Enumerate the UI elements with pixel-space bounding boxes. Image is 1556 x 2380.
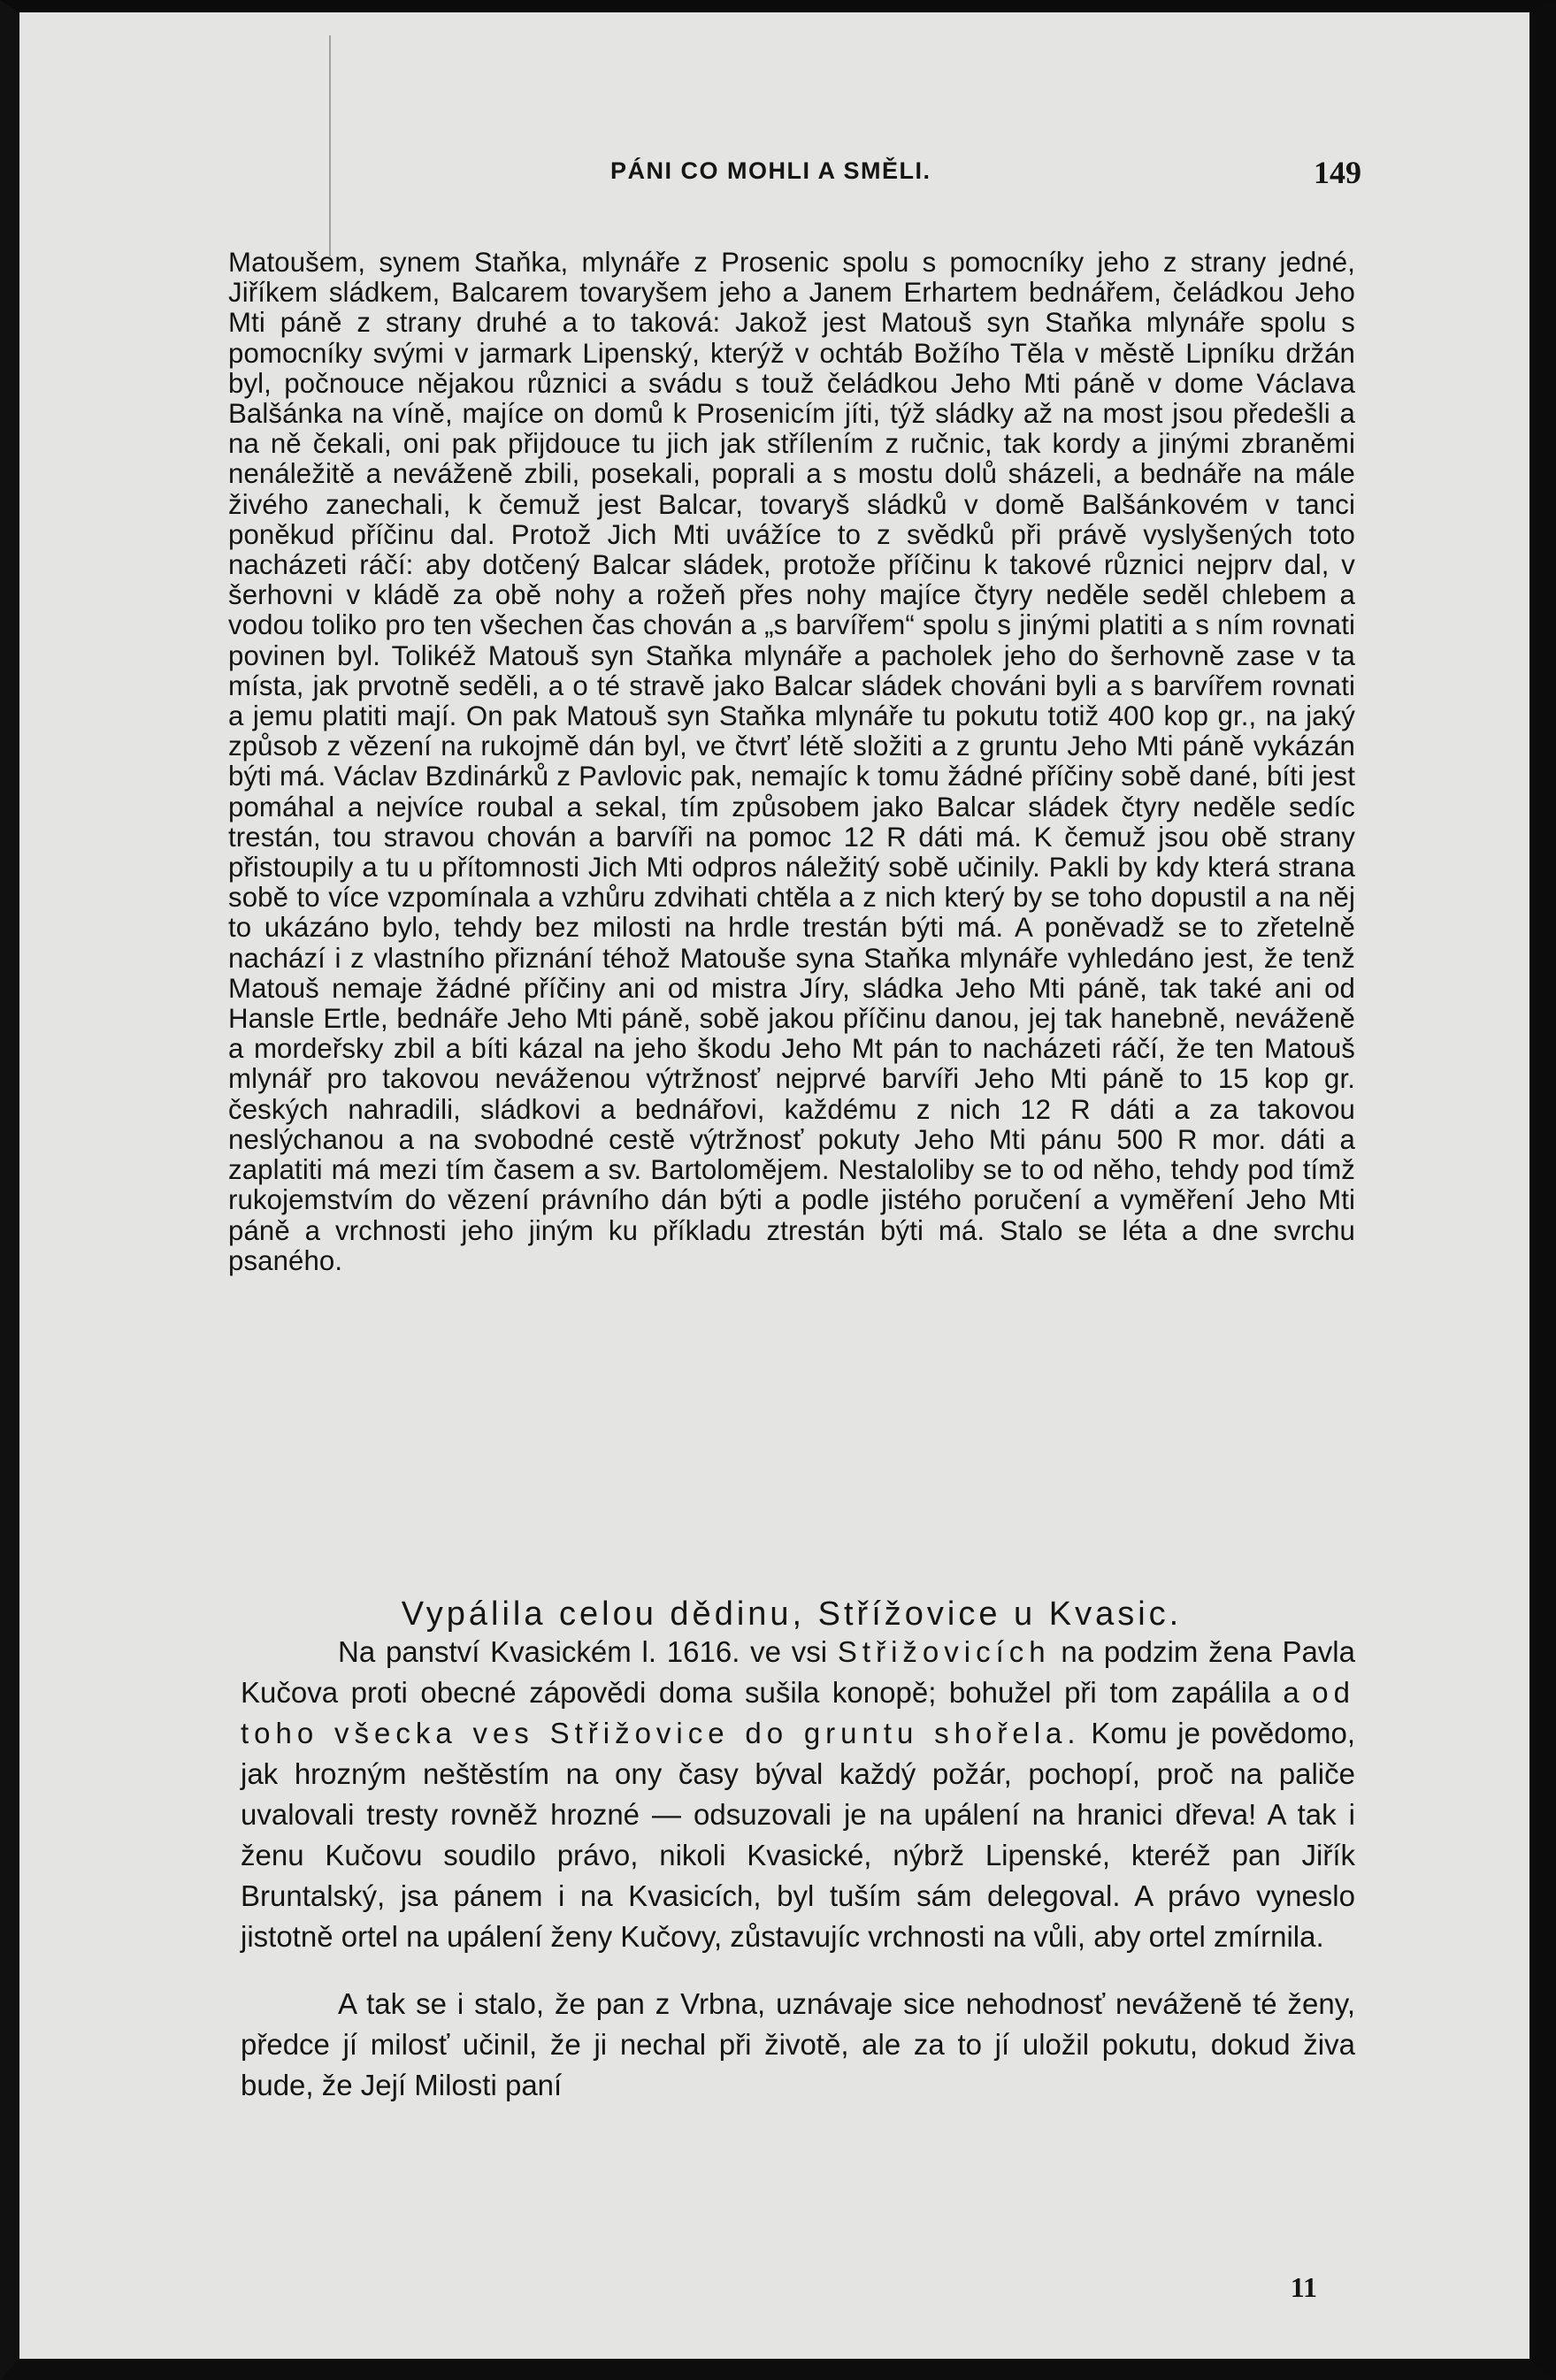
printer-signature-mark: 11	[1290, 2271, 1317, 2303]
page-header	[239, 157, 1361, 196]
verdict-paragraph: Matoušem, synem Staňka, mlynáře z Prosenic spolu s pomocníky jeho z strany jedné, Jiříkem sládkem, Balcarem tovaryšem jeho a Janem Erhartem bednářem, čeládkou Jeho Mti páně z strany druhé a to taková: Jakož jest Matouš syn Staňka mlynáře spolu s pomocníky svými v jarmark Lipenský, kterýž v ochtáb Božího Těla v městě Lipníku držán byl, počnouce nějakou různici a svádu s touž čeládkou Jeho Mti páně v dome Václava Balšánka na víně, majíce on domů k Prosenicím jíti, týž sládky až na most jsou předešli a na ně čekali, oni pak přijdouce tu jich jak střílením z ručnic, tak kordy a jinými zbraněmi nenáležitě a neváženě zbili, posekali, poprali a s mostu dolů sházeli, a bednáře na mále živého zanechali, k čemuž jest Balcar, tovaryš sládků v domě Balšánkovém v tanci poněkud příčinu dal. Protož Jich Mti uvážíce to z svědků při právě vyslyšených toto nacházeti ráčí: aby dotčený Balcar sládek, protože příčinu k takové různici nejprv dal, v šerhovni v kládě za obě nohy a rožeň přes nohy majíce čtyry neděle seděl chlebem a vodou toliko pro ten všechen čas chován a „s barvířem“ spolu s jinými platiti a s ním rovnati povinen byl. Tolikéž Matouš syn Staňka mlynáře a pacholek jeho do šerhovně zase v ta místa, jak prvotně seděli, a o té stravě jako Balcar sládek chováni byli a s barvířem rovnati a jemu platiti mají. On pak Matouš syn Staňka mlynáře tu pokutu totiž 400 kop gr., na jaký způsob z vězení na rukojmě dán byl, ve čtvrť létě složiti a z gruntu Jeho Mti páně vykázán býti má. Václav Bzdinárků z Pavlovic pak, nemajíc k tomu žádné příčiny sobě dané, bíti jest pomáhal a nejvíce roubal a sekal, tím způsobem jako Balcar sládek čtyry neděle sedíc trestán, tou stravou chován a barvíři na pomoc 12 R dáti má. K čemuž jsou obě strany přistoupily a tu u přítomnosti Jich Mti odpros náležitý sobě učinily. Pakli by kdy která strana sobě to více vzpomínala a vzhůru zdvihati chtěla a z nich který by se toho dopustil a na něj to ukázáno bylo, tehdy bez milosti na hrdle trestán býti má. A poněvadž se to zřetelně nachází i z vlastního přiznání téhož Matouše syna Staňka mlynáře vyhledáno jest, že tenž Matouš nemaje žádné příčiny ani od mistra Jíry, sládka Jeho Mti páně, tak také ani od Hansle Ertle, bednáře Jeho Mti páně, sobě jakou příčinu danou, jej tak hanebně, neváženě a mordeřsky zbil a bíti kázal na jeho škodu Jeho Mt pán to nacházeti ráčí, že ten Matouš mlynář pro takovou neváženou výtržnosť nejprvé barvíři Jeho Mti páně to 15 kop gr. českých nahradili, sládkovi a bednářovi, každému z nich 12 R dáti a za takovou neslýchanou a na svobodné cestě výtržnosť pokuty Jeho Mti pánu 500 R mor. dáti a zaplatiti má mezi tím časem a sv. Bartolomějem. Nestaloliby se to od něho, tehdy pod tímž rukojemstvím do vězení právního dán býti a podle jistého poručení a vyměření Jeho Mti páně a vrchnosti jeho jiným ku příkladu ztrestán býti má. Stalo se léta a dne svrchu psaného.	[228, 247, 1355, 1276]
p1-part-c: Komu je povědomo, jak hrozným neštěstím na ony časy býval každý požár, pochopí, proč na paliče uvalovali tresty rovněž hrozné — odsuzovali je na upálení na hranici dřeva! A tak i ženu Kučovu soudilo právo, nikoli Kvasické, nýbrž Lipenské, kteréž pan Jiřík Bruntalský, jsa pánem i na Kvasicích, byl tuším sám delegoval. A právo vyneslo jistotně ortel na upálení ženy Kučovy, zůstavujíc vrchnosti na vůli, aby ortel zmírnila.	[241, 1717, 1356, 1953]
p1-part-b: na podzim žena Pavla Kučova proti obecné zápovědi doma sušila konopě; bohužel při tom zapálila a	[241, 1635, 1355, 1709]
narrative-paragraph-2: A tak se i stalo, že pan z Vrbna, uznávaje sice nehodnosť neváženě té ženy, předce jí milosť učinil, že ji nechal při životě, ale za to jí uložil pokutu, dokud živa bude, že Její Milosti paní	[241, 1987, 1355, 2101]
verdict-text	[228, 248, 1355, 1276]
page-number: 149	[1314, 155, 1361, 190]
narrative-paragraph-1	[241, 1632, 1355, 1957]
scan-fold-line	[329, 35, 331, 256]
section-title: Vypálila celou dědinu, Střížovice u Kvasic.	[401, 1595, 1183, 1633]
emphasized-phrase: od toho všecka ves Střižovice do gruntu shořela.	[241, 1676, 1355, 1749]
p1-part-a: Na panství Kvasickém l. 1616. ve vsi	[338, 1635, 838, 1668]
village-name: Střižovicích	[837, 1635, 1051, 1668]
running-head: PÁNI CO MOHLI A SMĚLI.	[610, 157, 931, 184]
section-narrative	[241, 1632, 1355, 2106]
